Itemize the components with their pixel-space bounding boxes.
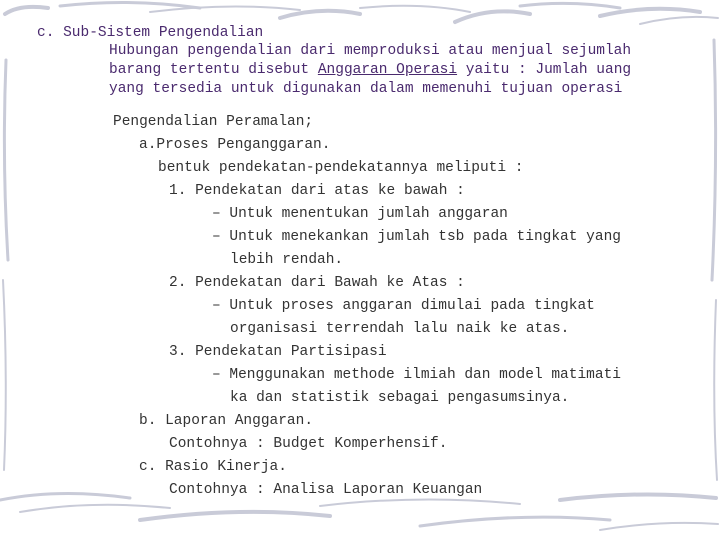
intro-line-1: Hubungan pengendalian dari memproduksi atau menjual sejumlah: [109, 43, 632, 59]
approach-3-point-1: – Menggunakan methode ilmiah dan model matimati: [212, 367, 621, 383]
intro-line-2-start: barang tertentu disebut: [109, 62, 318, 78]
item-c-title: c. Rasio Kinerja.: [139, 459, 287, 475]
approach-3-title: 3. Pendekatan Partisipasi: [169, 344, 387, 360]
item-a-title: a.Proses Penganggaran.: [139, 137, 331, 153]
item-b-example: Contohnya : Budget Komperhensif.: [169, 436, 448, 452]
approach-1-title: 1. Pendekatan dari atas ke bawah :: [169, 183, 465, 199]
item-b-title: b. Laporan Anggaran.: [139, 413, 314, 429]
body-title: Pengendalian Peramalan;: [113, 114, 314, 130]
intro-term-anggaran-operasi: Anggaran Operasi: [317, 62, 458, 78]
intro-line-2-end: yaitu : Jumlah uang: [457, 62, 632, 78]
approach-2-title: 2. Pendekatan dari Bawah ke Atas :: [169, 275, 465, 291]
intro-line-2: [109, 61, 631, 79]
intro-line-3: yang tersedia untuk digunakan dalam memenuhi tujuan operasi: [109, 81, 623, 97]
approach-1-point-2: – Untuk menekankan jumlah tsb pada tingkat yang: [212, 229, 621, 245]
item-a-intro: bentuk pendekatan-pendekatannya meliputi :: [158, 160, 524, 176]
section-heading: c. Sub-Sistem Pengendalian: [37, 25, 264, 41]
item-c-example: Contohnya : Analisa Laporan Keuangan: [169, 482, 483, 498]
approach-1-point-2-cont: lebih rendah.: [230, 252, 344, 268]
approach-3-point-1-cont: ka dan statistik sebagai pengasumsinya.: [230, 390, 570, 406]
approach-2-point-1-cont: organisasi terrendah lalu naik ke atas.: [230, 321, 570, 337]
approach-1-point-1: – Untuk menentukan jumlah anggaran: [212, 206, 508, 222]
approach-2-point-1: – Untuk proses anggaran dimulai pada tingkat: [212, 298, 595, 314]
